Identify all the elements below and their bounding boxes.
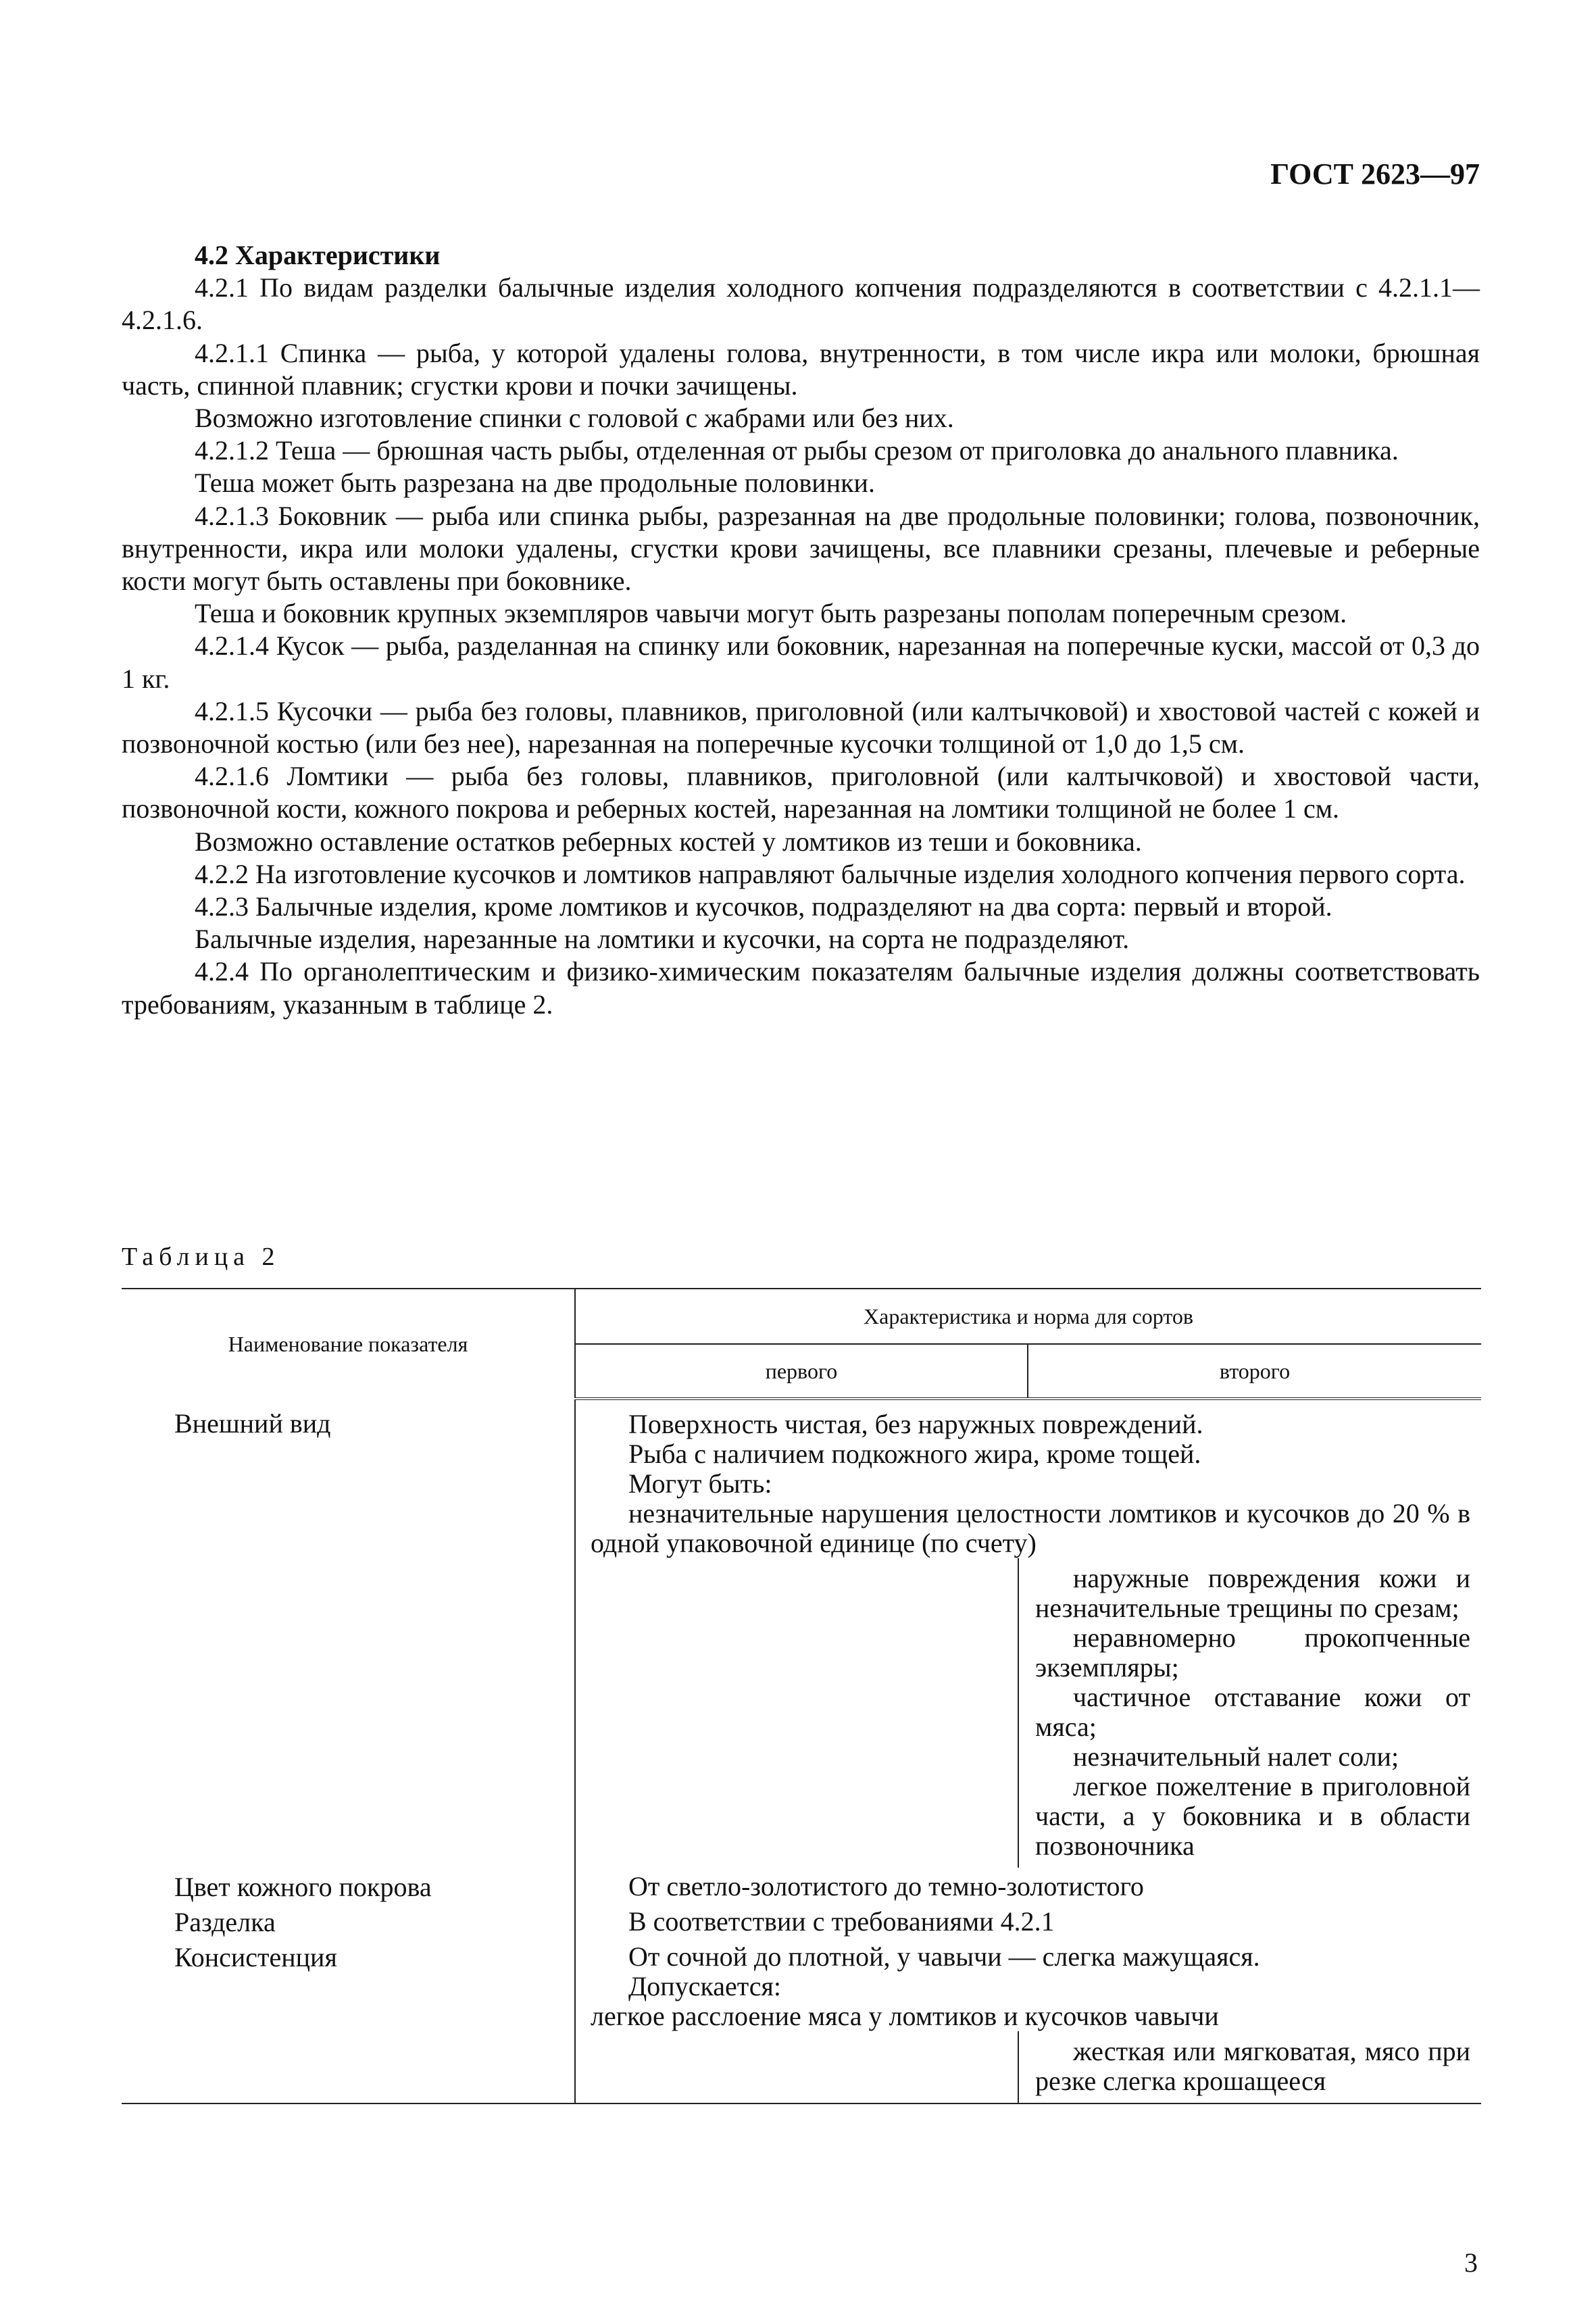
value-line: наружные повреждения кожи и незначительные трещины по срезам;	[1035, 1563, 1471, 1623]
table-row	[122, 1399, 1481, 1868]
cutting-value	[575, 1903, 1481, 1938]
value-line: Рыба с наличием подкожного жира, кроме тощей.	[628, 1439, 1201, 1469]
column-header-second-grade: второго	[1028, 1344, 1481, 1399]
value-line: От сочной до плотной, у чавычи — слегка мажущаяся.	[628, 1941, 1260, 1972]
table-row	[122, 1903, 1481, 1938]
table-row	[122, 1868, 1481, 1903]
indicator-name: Внешний вид	[122, 1399, 575, 1868]
column-header-characteristic: Характеристика и норма для сортов	[575, 1289, 1481, 1344]
page-number: 3	[1464, 2247, 1478, 2278]
consistency-values	[575, 1938, 1481, 2104]
skin-color-value	[575, 1868, 1481, 1903]
paragraph: 4.2.1.4 Кусок — рыба, разделанная на спинку или боковник, нарезанная на поперечные куски, массой от 0,3 до 1 кг.	[122, 630, 1480, 694]
paragraph: 4.2.1.3 Боковник — рыба или спинка рыбы, разрезанная на две продольные половинки; голова, позвоночник, внутренности, икра или молоки удалены, сгустки крови зачищены, все плавники срезаны, плечевые и реберные кости могут быть оставлены при боковнике.	[122, 500, 1480, 597]
indicator-name: Консистенция	[122, 1938, 575, 2104]
column-header-first-grade: первого	[575, 1344, 1028, 1399]
paragraph: Балычные изделия, нарезанные на ломтики и кусочки, на сорта не подразделяют.	[195, 924, 1130, 955]
paragraph: 4.2.1.1 Спинка — рыба, у которой удалены голова, внутренности, в том числе икра или молоки, брюшная часть, спинной плавник; сгустки крови и почки зачищены.	[122, 337, 1480, 401]
column-header-indicator: Наименование показателя	[122, 1289, 575, 1399]
value-line: легкое расслоение мяса у ломтиков и кусочков чавычи	[591, 2001, 1219, 2031]
paragraph: 4.2.3 Балычные изделия, кроме ломтиков и кусочков, подразделяют на два сорта: первый и второй.	[195, 891, 1332, 922]
paragraph: 4.2.1.2 Теша — брюшная часть рыбы, отделенная от рыбы срезом от приголовка до анального плавника.	[195, 435, 1399, 466]
value-line: От светло-золотистого до темно-золотистого	[628, 1871, 1144, 1901]
table-row	[122, 1938, 1481, 2104]
indicator-name: Разделка	[122, 1903, 575, 1938]
paragraph: Теша и боковник крупных экземпляров чавычи могут быть разрезаны пополам поперечным срезом.	[195, 598, 1347, 629]
table-caption: Таблица 2	[122, 1243, 280, 1271]
value-line: Могут быть:	[628, 1468, 772, 1499]
paragraph: 4.2.4 По органолептическим и физико-химическим показателям балычные изделия должны соответствовать требованиям, указанным в таблице 2.	[122, 956, 1480, 1020]
paragraph: 4.2.1.5 Кусочки — рыба без головы, плавников, приголовной (или калтычковой) и хвостовой частей с кожей и позвоночной костью (или без нее), нарезанная на поперечные кусочки толщиной от 1,0 до 1,5 см.	[122, 695, 1480, 760]
value-line: неравномерно прокопченные экземпляры;	[1035, 1622, 1471, 1683]
value-line: легкое пожелтение в приголовной части, а у боковника и в области позвоночника	[1035, 1771, 1471, 1861]
paragraph: 4.2.1 По видам разделки балычные изделия холодного копчения подразделяются в соответствии с 4.2.1.1—4.2.1.6.	[122, 272, 1480, 336]
paragraph: 4.2.2 На изготовление кусочков и ломтиков направляют балычные изделия холодного копчения первого сорта.	[195, 858, 1466, 889]
value-line: В соответствии с требованиями 4.2.1	[628, 1906, 1055, 1937]
value-line: незначительный налет соли;	[1073, 1741, 1399, 1772]
paragraph: 4.2.1.6 Ломтики — рыба без головы, плавников, приголовной (или калтычковой) и хвостовой части, позвоночной кости, кожного покрова и реберных костей, нарезанная на ломтики толщиной не более 1 см.	[122, 761, 1480, 824]
appearance-values	[575, 1399, 1481, 1868]
paragraph: Возможно оставление остатков реберных костей у ломтиков из теши и боковника.	[195, 826, 1142, 857]
value-line: незначительные нарушения целостности ломтиков и кусочков до 20 % в одной упаковочной единице (по счету)	[591, 1498, 1471, 1558]
section-body	[122, 239, 1480, 1021]
value-line: Допускается:	[628, 1971, 782, 2001]
indicator-name: Цвет кожного покрова	[122, 1868, 575, 1903]
paragraph: Теша может быть разрезана на две продольные половинки.	[195, 468, 875, 499]
requirements-table	[122, 1288, 1481, 2104]
paragraph: Возможно изготовление спинки с головой с жабрами или без них.	[195, 403, 954, 434]
document-code-header: ГОСТ 2623—97	[1270, 157, 1480, 191]
value-line: жесткая или мягковатая, мясо при резке слегка крошащееся	[1035, 2036, 1471, 2096]
value-line: частичное отставание кожи от мяса;	[1035, 1682, 1471, 1742]
section-title: 4.2 Характеристики	[195, 240, 441, 270]
value-line: Поверхность чистая, без наружных повреждений.	[628, 1409, 1203, 1439]
